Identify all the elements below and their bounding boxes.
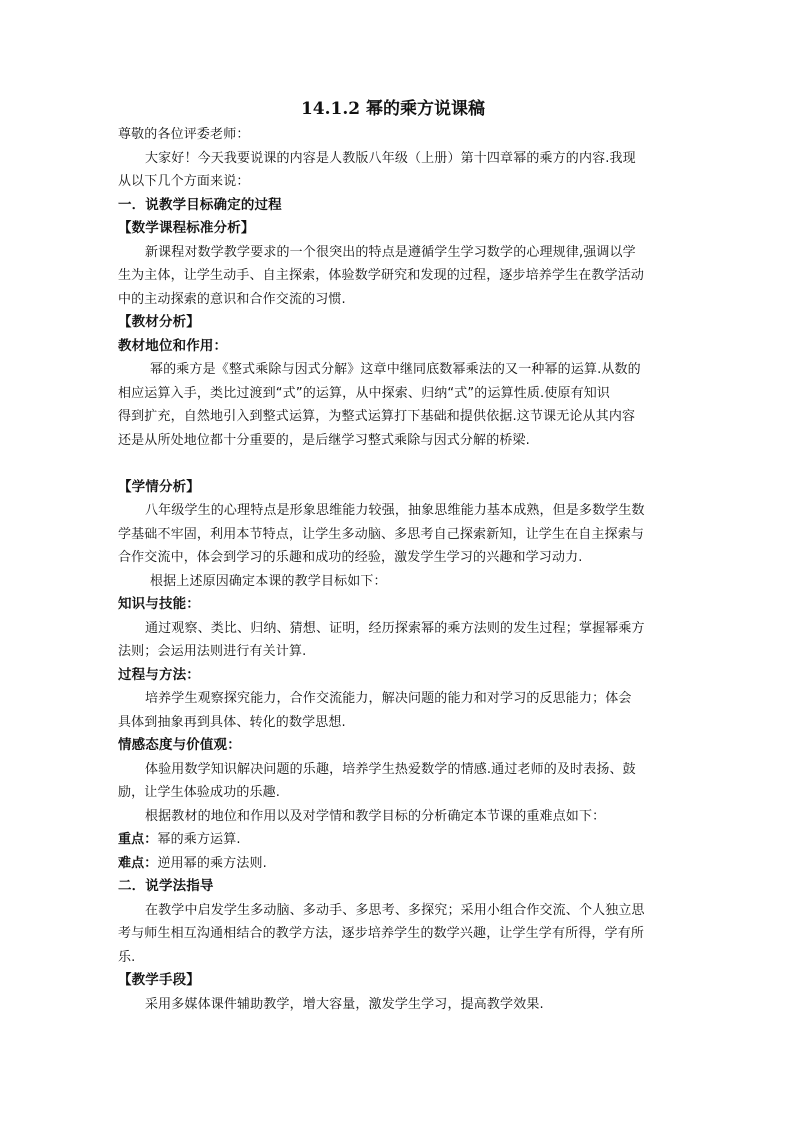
paragraph-line: 相应运算入手，类比过渡到“式”的运算，从中探索、归纳“式”的运算性质.使原有知识 [118, 385, 611, 401]
document-title: 14.1.2 幂的乘方说课稿 [300, 99, 486, 119]
key-point-label: 重点： [118, 832, 158, 847]
blank-line [118, 452, 680, 476]
paragraph-line: 八年级学生的心理特点是形象思维能力较强，抽象思维能力基本成熟，但是多数学生数 [145, 503, 645, 518]
paragraph-line: 乐. [118, 949, 136, 965]
paragraph-line: 得到扩充，自然地引入到整式运算，为整式运算打下基础和提供依据.这节课无论从其内容 [118, 409, 636, 424]
subsection-heading: 【学情分析】 [118, 478, 200, 495]
section-heading: 二．说学法指导 [118, 878, 214, 894]
paragraph-line: 采用多媒体课件辅助教学，增大容量，激发学生学习，提高教学效果. [145, 996, 544, 1012]
key-point [118, 828, 680, 852]
difficult-point-text: 逆用幂的乘方法则. [157, 855, 267, 871]
paragraph-line: 励，让学生体验成功的乐趣. [118, 785, 281, 800]
goals-intro: 根据上述原因确定本课的教学目标如下： [150, 573, 387, 589]
subsection-heading: 【数学课程标准分析】 [118, 220, 255, 236]
paragraph-line: 幂的乘方是《整式乘除与因式分解》这章中继同底数幂乘法的又一种幂的运算.从数的 [150, 362, 641, 377]
paragraph-line: 学基础不牢固，利用本节特点，让学生多动脑、多思考自己探索新知，让学生在自主探索与 [118, 526, 645, 542]
topic-heading: 知识与技能： [118, 596, 200, 612]
keypoints-intro: 根据教材的地位和作用以及对学情和教学目标的分析确定本节课的重难点如下： [145, 808, 606, 824]
paragraph-line: 法则；会运用法则进行有关计算. [118, 644, 307, 659]
topic-heading: 情感态度与价值观： [118, 737, 241, 753]
key-point-text: 幂的乘方运算. [157, 832, 241, 847]
paragraph-line: 生为主体，让学生动手、自主探索，体验数学研究和发现的过程，逐步培养学生在教学活动 [118, 268, 645, 283]
intro-line: 大家好！今天我要说课的内容是人教版八年级（上册）第十四章幂的乘方的内容.我现 [145, 150, 636, 166]
greeting: 尊敬的各位评委老师： [118, 127, 250, 142]
intro-line: 从以下几个方面来说： [118, 174, 250, 189]
section-heading: 一．说教学目标确定的过程 [118, 196, 282, 213]
subsection-heading: 【教学手段】 [118, 972, 200, 988]
paragraph-line: 培养学生观察探究能力，合作交流能力，解决问题的能力和对学习的反思能力；体会 [145, 691, 632, 706]
topic-heading: 教材地位和作用： [118, 337, 228, 354]
paragraph-line: 还是从所处地位都十分重要的，是后继学习整式乘除与因式分解的桥梁. [118, 432, 530, 448]
topic-heading: 过程与方法： [118, 666, 200, 683]
paragraph-line: 通过观察、类比、归纳、猜想、证明，经历探索幂的乘方法则的发生过程；掌握幂乘方 [145, 620, 645, 636]
paragraph-line: 中的主动探索的意识和合作交流的习惯. [118, 291, 346, 307]
difficult-point-label: 难点： [118, 855, 158, 871]
subsection-heading: 【教材分析】 [118, 314, 200, 330]
paragraph-line: 具体到抽象再到具体、转化的数学思想. [118, 714, 346, 730]
paragraph-line: 体验用数学知识解决问题的乐趣，培养学生热爱数学的情感.通过老师的及时表扬、鼓 [145, 761, 636, 777]
paragraph-line: 新课程对数学教学要求的一个很突出的特点是遵循学生学习数学的心理规律,强调以学 [145, 244, 636, 260]
difficult-point [118, 852, 680, 876]
paragraph-line: 在教学中启发学生多动脑、多动手、多思考、多探究；采用小组合作交流、个人独立思 [145, 902, 645, 918]
document-content [118, 97, 680, 1016]
paragraph-line: 考与师生相互沟通相结合的教学方法，逐步培养学生的数学兴趣，让学生学有所得，学有所 [118, 926, 645, 941]
paragraph-line: 合作交流中，体会到学习的乐趣和成功的经验，激发学生学习的兴趣和学习动力. [118, 550, 583, 565]
